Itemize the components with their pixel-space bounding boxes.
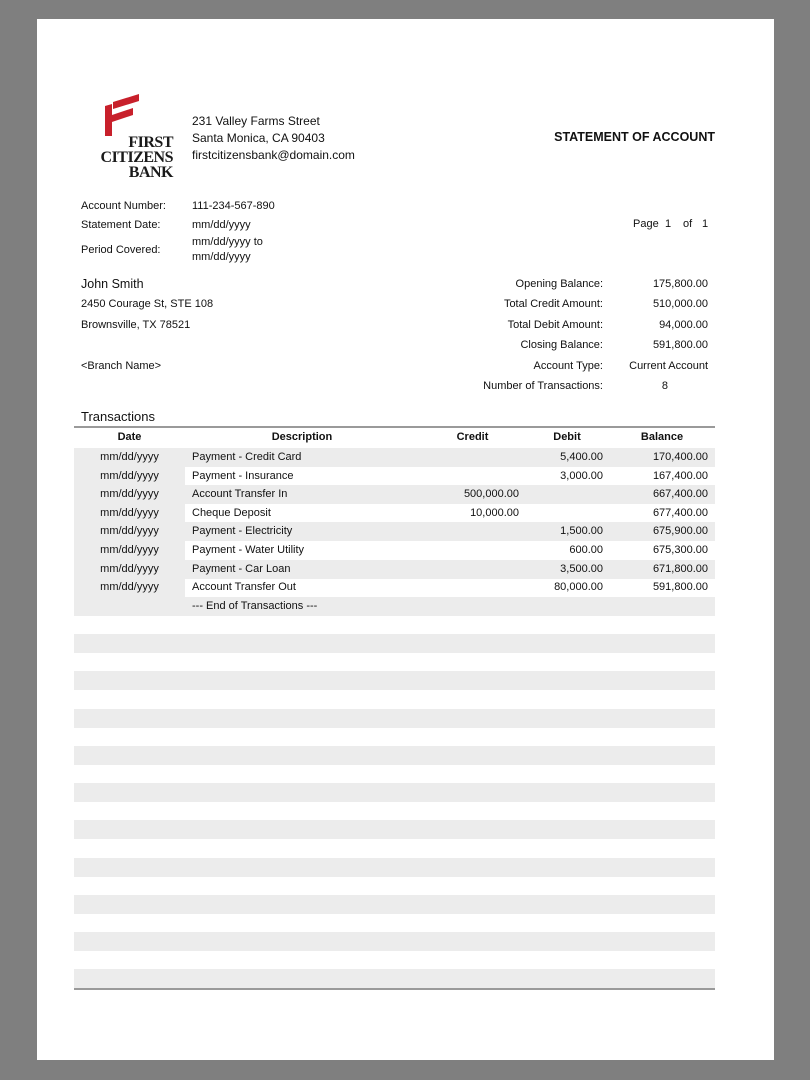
total-credit-value: 510,000.00 bbox=[652, 298, 708, 310]
branch-name: <Branch Name> bbox=[81, 360, 162, 372]
document-title: STATEMENT OF ACCOUNT bbox=[554, 130, 715, 144]
table-band bbox=[74, 858, 715, 877]
logo-line-first: FIRST bbox=[128, 134, 173, 151]
row-description: Payment - Electricity bbox=[192, 525, 293, 537]
customer-address2: Brownsville, TX 78521 bbox=[81, 319, 191, 331]
closing-balance-value: 591,800.00 bbox=[652, 339, 708, 351]
table-band bbox=[74, 932, 715, 951]
row-credit: 10,000.00 bbox=[470, 507, 519, 519]
opening-balance-value: 175,800.00 bbox=[652, 278, 708, 290]
account-type-label: Account Type: bbox=[533, 360, 603, 372]
statement-date-value: mm/dd/yyyy bbox=[192, 219, 251, 231]
customer-address1: 2450 Courage St, STE 108 bbox=[81, 298, 214, 310]
row-date: mm/dd/yyyy bbox=[100, 525, 159, 537]
table-top-rule bbox=[74, 426, 715, 428]
bank-flag-icon bbox=[103, 94, 143, 136]
row-date: mm/dd/yyyy bbox=[100, 488, 159, 500]
row-description: Account Transfer In bbox=[192, 488, 288, 500]
row-balance: 677,400.00 bbox=[652, 507, 708, 519]
table-band bbox=[74, 746, 715, 765]
period-covered-label: Period Covered: bbox=[81, 244, 161, 256]
row-description: Payment - Water Utility bbox=[192, 544, 305, 556]
header-debit: Debit bbox=[553, 431, 581, 443]
transactions-count-label: Number of Transactions: bbox=[483, 380, 603, 392]
row-date: mm/dd/yyyy bbox=[100, 581, 159, 593]
row-description: Account Transfer Out bbox=[192, 581, 296, 593]
table-bottom-rule bbox=[74, 988, 715, 990]
table-band bbox=[74, 783, 715, 802]
total-credit-label: Total Credit Amount: bbox=[503, 298, 603, 310]
row-date: mm/dd/yyyy bbox=[100, 563, 159, 575]
row-debit: 3,000.00 bbox=[560, 470, 603, 482]
closing-balance-label: Closing Balance: bbox=[520, 339, 603, 351]
header-date: Date bbox=[117, 431, 142, 443]
total-debit-label: Total Debit Amount: bbox=[507, 319, 603, 331]
row-description: Payment - Car Loan bbox=[192, 563, 291, 575]
bank-address-line2: Santa Monica, CA 90403 bbox=[192, 131, 325, 145]
row-debit: 3,500.00 bbox=[560, 563, 603, 575]
row-balance: 667,400.00 bbox=[652, 488, 708, 500]
table-band bbox=[74, 820, 715, 839]
header-description: Description bbox=[271, 431, 333, 443]
period-covered-end: mm/dd/yyyy bbox=[192, 251, 251, 263]
page-label: Page bbox=[633, 218, 659, 230]
logo-line-bank: BANK bbox=[128, 164, 173, 181]
page-current: 1 bbox=[665, 218, 672, 230]
row-description: Cheque Deposit bbox=[192, 507, 271, 519]
bank-address-line1: 231 Valley Farms Street bbox=[192, 114, 320, 128]
row-balance: 170,400.00 bbox=[652, 451, 708, 463]
first-citizens-bank-logo bbox=[89, 94, 173, 184]
row-balance: 167,400.00 bbox=[652, 470, 708, 482]
row-date: mm/dd/yyyy bbox=[100, 451, 159, 463]
customer-name: John Smith bbox=[81, 277, 144, 291]
row-balance: 591,800.00 bbox=[652, 581, 708, 593]
transactions-count-value: 8 bbox=[661, 380, 668, 392]
table-band bbox=[74, 634, 715, 653]
row-date: mm/dd/yyyy bbox=[100, 507, 159, 519]
row-debit: 1,500.00 bbox=[560, 525, 603, 537]
statement-date-label: Statement Date: bbox=[81, 219, 161, 231]
page-of: of bbox=[683, 218, 693, 230]
period-covered-start: mm/dd/yyyy to bbox=[192, 236, 263, 248]
total-debit-value: 94,000.00 bbox=[659, 319, 708, 331]
bank-email: firstcitizensbank@domain.com bbox=[192, 148, 355, 162]
table-band bbox=[74, 671, 715, 690]
table-band bbox=[74, 969, 715, 988]
header-balance: Balance bbox=[640, 431, 684, 443]
row-debit: 80,000.00 bbox=[554, 581, 603, 593]
row-date: mm/dd/yyyy bbox=[100, 470, 159, 482]
row-balance: 675,300.00 bbox=[652, 544, 708, 556]
logo-line-citizens: CITIZENS bbox=[100, 149, 173, 166]
statement-page bbox=[37, 19, 774, 1060]
row-description: Payment - Credit Card bbox=[192, 451, 302, 463]
account-number-label: Account Number: bbox=[81, 200, 166, 212]
row-date: mm/dd/yyyy bbox=[100, 544, 159, 556]
account-type-value: Current Account bbox=[629, 360, 708, 372]
transactions-title: Transactions bbox=[81, 409, 155, 424]
row-credit: 500,000.00 bbox=[463, 488, 519, 500]
end-of-transactions: --- End of Transactions --- bbox=[192, 600, 318, 612]
table-band bbox=[74, 895, 715, 914]
row-debit: 600.00 bbox=[569, 544, 603, 556]
row-debit: 5,400.00 bbox=[560, 451, 603, 463]
opening-balance-label: Opening Balance: bbox=[515, 278, 603, 290]
table-band bbox=[74, 709, 715, 728]
row-balance: 671,800.00 bbox=[652, 563, 708, 575]
row-description: Payment - Insurance bbox=[192, 470, 294, 482]
page-total: 1 bbox=[702, 218, 709, 230]
header-credit: Credit bbox=[456, 431, 489, 443]
account-number-value: 111-234-567-890 bbox=[192, 200, 275, 212]
row-balance: 675,900.00 bbox=[652, 525, 708, 537]
